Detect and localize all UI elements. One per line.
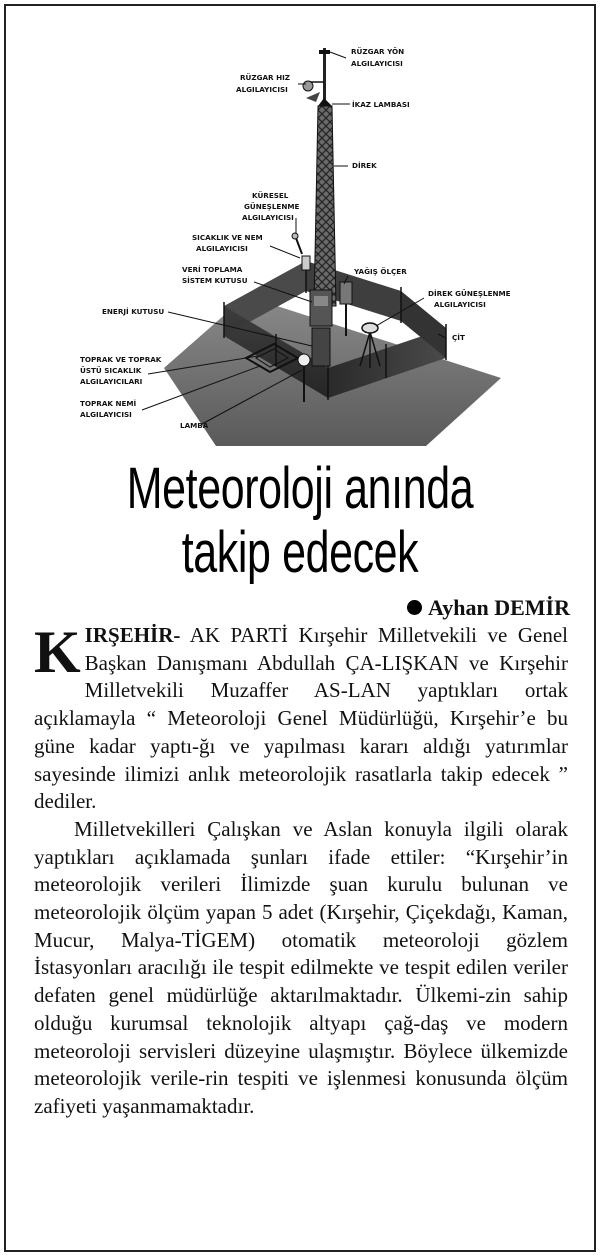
news-clipping (4, 4, 596, 1252)
dateline: IRŞEHİR- (84, 623, 181, 647)
headline-line-2: takip edecek (181, 520, 419, 585)
headline-line-1: Meteoroloji anında (126, 456, 474, 521)
svg-text:RÜZGAR HIZ: RÜZGAR HIZ (240, 73, 290, 82)
lamp-label: LAMBA (180, 421, 209, 430)
global-radiation-label (242, 191, 299, 222)
mast-top (323, 48, 326, 106)
drop-cap: K (34, 619, 81, 685)
rain-gauge-label: YAĞIŞ ÖLÇER (354, 267, 407, 276)
article-body (34, 619, 568, 1121)
svg-text:ALGILAYICISI: ALGILAYICISI (236, 85, 288, 94)
svg-text:KÜRESEL: KÜRESEL (252, 191, 289, 200)
fence-label: ÇİT (452, 333, 465, 342)
byline (407, 595, 570, 621)
bullet-icon (407, 600, 422, 615)
svg-text:RÜZGAR YÖN: RÜZGAR YÖN (351, 47, 405, 56)
sunshine-label (428, 289, 511, 309)
svg-text:ALGILAYICISI: ALGILAYICISI (196, 244, 248, 253)
temp-humidity-label (192, 233, 263, 253)
energy-box (312, 328, 330, 366)
svg-text:ÜSTÜ SICAKLIK: ÜSTÜ SICAKLIK (80, 366, 142, 375)
svg-text:TOPRAK VE TOPRAK: TOPRAK VE TOPRAK (80, 355, 162, 364)
wind-direction-label (351, 47, 404, 68)
paragraph-2: Milletvekilleri Çalışkan ve Aslan konuyla ilgili olarak yaptıkları açıklamada şunları ifade ettiler: “Kırşehir’in meteorolojik verileri İlimizde şuan kurulu bulunan ve meteorolojik ölçüm yapan 5 adet (Kırşehir, Çiçekdağı, Kaman, Mucur, Malya-TİGEM) otomatik meteoroloji gözlem İstasyonları aracılığı ile tespit edilmekte ve tespit edilen veriler defaten genel müdürlüğe aktarılmaktadır. Ülkemi-zin sahip olduğu kurumsal teknolojik altyapı çağ-daş ve modern meteoroloji servisleri düzeyine ulaşmıştır. Böylece ülkemizde meteorolojik verile-rin tespiti ve işlenmesi konusunda ölçüm zafiyeti yaşanmamaktadır. (34, 816, 568, 1118)
paragraph-1 (34, 619, 568, 816)
svg-text:ALGILAYICISI: ALGILAYICISI (242, 213, 294, 222)
mast (314, 106, 336, 306)
svg-text:SİSTEM KUTUSU: SİSTEM KUTUSU (182, 276, 248, 285)
svg-text:ALGILAYICISI: ALGILAYICISI (434, 300, 486, 309)
svg-text:SICAKLIK VE NEM: SICAKLIK VE NEM (192, 233, 263, 242)
svg-text:ALGILAYICISI: ALGILAYICISI (351, 59, 403, 68)
author-name: Ayhan DEMİR (427, 595, 570, 620)
svg-text:DİREK GÜNEŞLENME: DİREK GÜNEŞLENME (428, 289, 511, 298)
svg-text:ALGILAYICISI: ALGILAYICISI (80, 410, 132, 419)
paragraph-1-text: AK PARTİ Kırşehir Milletvekili ve Genel Başkan Danışmanı Abdullah ÇA-LIŞKAN ve Kırşehir Milletvekili Muzaffer AS-LAN yaptıkları ortak açıklamayla “ Meteoroloji Genel Müdürlüğü, Kırşehir’e bu güne kadar yaptı-ğı ve yapılması kararı aldığı yatırımlar sayesinde ilimizi anlık meteorolojik rasatlarla takip edecek ” dediler. (34, 623, 568, 814)
data-logger-box (310, 290, 332, 326)
warning-light-label: İKAZ LAMBASI (352, 100, 410, 109)
temp-sensor (302, 256, 310, 270)
weather-station-diagram (6, 6, 594, 454)
svg-text:ALGILAYICILARI: ALGILAYICILARI (80, 377, 143, 386)
data-logger-label (182, 265, 248, 285)
wind-speed-label (236, 73, 290, 94)
power-box-label: ENERJİ KUTUSU (102, 307, 165, 316)
wind-speed-sensor (303, 81, 324, 102)
svg-text:VERİ TOPLAMA: VERİ TOPLAMA (182, 265, 243, 274)
soil-temp-label (80, 355, 162, 386)
svg-text:GÜNEŞLENME: GÜNEŞLENME (244, 202, 300, 211)
mast-label: DİREK (352, 161, 377, 170)
soil-moisture-label (80, 399, 137, 419)
svg-text:TOPRAK NEMİ: TOPRAK NEMİ (80, 399, 137, 408)
station-illustration (6, 6, 594, 454)
global-radiation-sensor (292, 233, 302, 254)
warning-light (318, 98, 332, 106)
